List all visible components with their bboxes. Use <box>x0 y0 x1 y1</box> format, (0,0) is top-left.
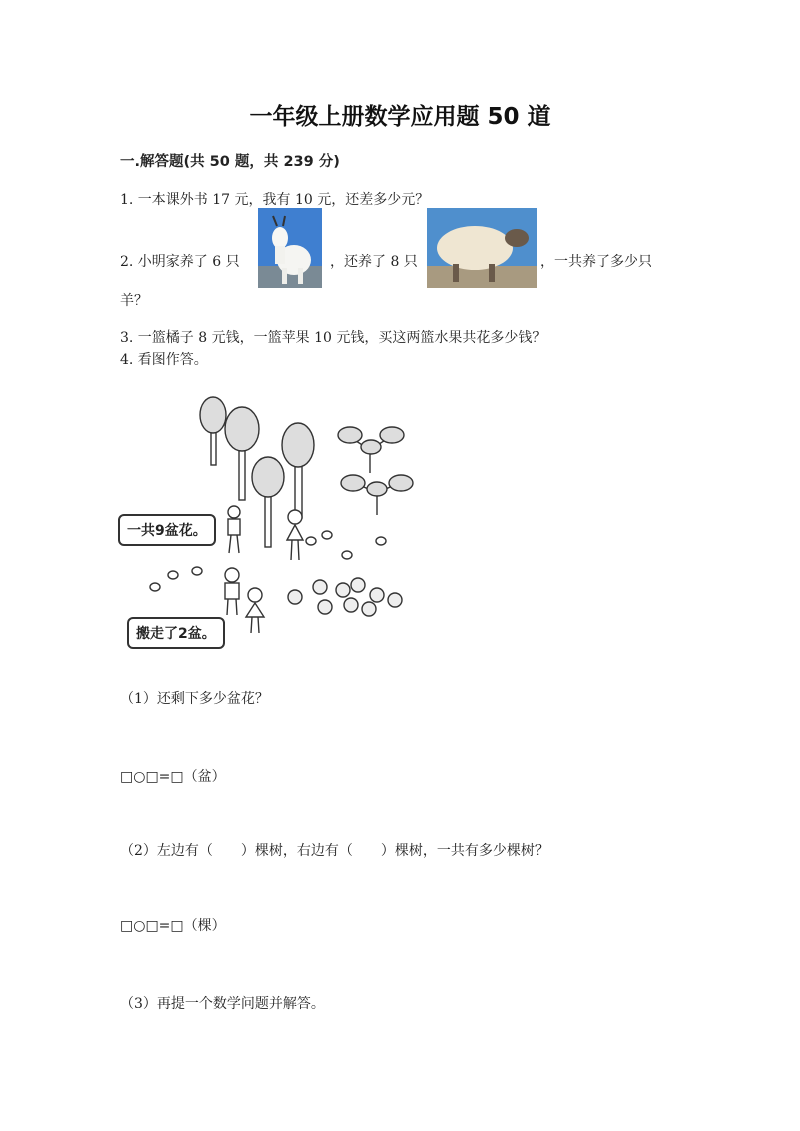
speech-bubble-total: 一共9盆花。 <box>118 514 216 546</box>
tree <box>338 427 404 473</box>
question-4: 4. 看图作答。 <box>120 352 208 368</box>
tree <box>200 397 226 465</box>
sub-question-1: （1）还剩下多少盆花？ <box>120 691 269 707</box>
speech-bubble-moved: 搬走了2盆。 <box>127 617 225 649</box>
girl-with-pot <box>246 588 264 633</box>
tree <box>282 423 314 518</box>
tree <box>252 457 284 547</box>
question-2-part1: 2. 小明家养了 6 只 <box>120 254 240 270</box>
goat-photo <box>258 208 322 288</box>
tree <box>341 475 413 515</box>
question-3: 3. 一篮橘子 8 元钱，一篮苹果 10 元钱，买这两篮水果共花多少钱？ <box>120 330 547 346</box>
question-2-part3: ，一共养了多少只 <box>540 254 652 270</box>
question-2-part4: 羊？ <box>120 293 148 309</box>
girl-with-pot <box>225 568 239 615</box>
section-heading: 一.解答题(共 50 题，共 239 分) <box>120 154 340 170</box>
sub-question-2: （2）左边有（ ）棵树，右边有（ ）棵树，一共有多少棵树？ <box>120 843 549 859</box>
boy <box>228 506 240 553</box>
question-2-part2: ，还养了 8 只 <box>330 254 418 270</box>
girl <box>287 510 303 560</box>
sub-question-3: （3）再提一个数学问题并解答。 <box>120 996 325 1012</box>
page-title: 一年级上册数学应用题 50 道 <box>249 104 551 130</box>
sheep-photo <box>427 208 537 288</box>
question-1: 1. 一本课外书 17 元，我有 10 元，还差多少元？ <box>120 192 430 208</box>
answer-template-2: □○□=□（棵） <box>120 918 226 934</box>
answer-template-1: □○□=□（盆） <box>120 769 226 785</box>
